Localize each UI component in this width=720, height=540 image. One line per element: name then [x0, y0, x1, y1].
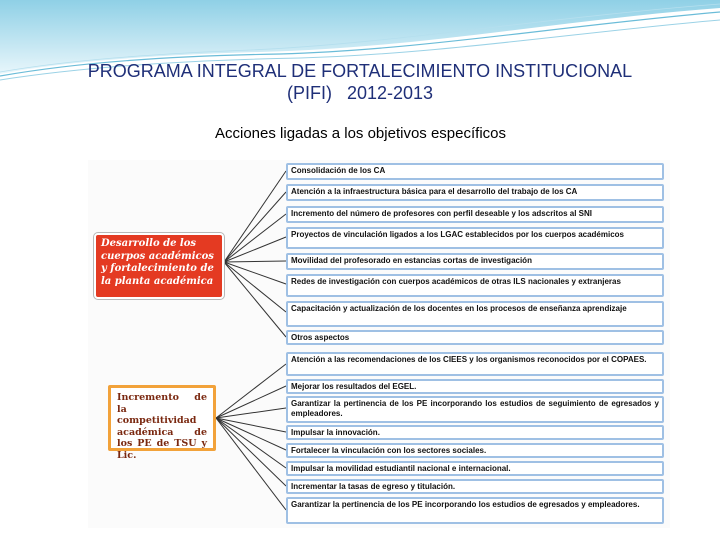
objective-item: Consolidación de los CA	[286, 163, 664, 180]
objective-item: Atención a la infraestructura básica para el desarrollo del trabajo de los CA	[286, 184, 664, 201]
objectives-diagram	[88, 160, 670, 528]
objective-item: Capacitación y actualización de los docentes en los procesos de enseñanza aprendizaje	[286, 301, 664, 327]
title-line-2: (PIFI) 2012-2013	[286, 83, 434, 103]
objective-item: Garantizar la pertinencia de los PE incorporando los estudios de seguimiento de egresados y empleadores.	[286, 396, 664, 423]
page-title	[20, 60, 700, 104]
objective-item: Impulsar la innovación.	[286, 425, 664, 440]
group-label-academic-bodies: Desarrollo de los cuerpos académicos y fortalecimiento de la planta académica	[94, 233, 224, 299]
title-line-1: PROGRAMA INTEGRAL DE FORTALECIMIENTO INSTITUCIONAL	[87, 61, 633, 81]
group-label-competitiveness: Incremento de la competitividad académica de los PE de TSU y Lic.	[108, 385, 216, 451]
objective-item: Impulsar la movilidad estudiantil nacional e internacional.	[286, 461, 664, 476]
objective-item: Mejorar los resultados del EGEL.	[286, 379, 664, 394]
objective-item: Redes de investigación con cuerpos académicos de otras ILS nacionales y extranjeras	[286, 274, 664, 297]
objective-item: Movilidad del profesorado en estancias cortas de investigación	[286, 253, 664, 270]
objective-item: Garantizar la pertinencia de los PE incorporando los estudios de egresados y empleadores.	[286, 497, 664, 524]
objective-item: Incrementar la tasas de egreso y titulación.	[286, 479, 664, 494]
objective-item: Fortalecer la vinculación con los sectores sociales.	[286, 443, 664, 458]
objective-item: Otros aspectos	[286, 330, 664, 345]
objective-item: Incremento del número de profesores con perfil deseable y los adscritos al SNI	[286, 206, 664, 223]
objective-item: Proyectos de vinculación ligados a los LGAC establecidos por los cuerpos académicos	[286, 227, 664, 249]
page-subtitle: Acciones ligadas a los objetivos específicos	[215, 125, 506, 142]
objective-item: Atención a las recomendaciones de los CIEES y los organismos reconocidos por el COPAES.	[286, 352, 664, 376]
